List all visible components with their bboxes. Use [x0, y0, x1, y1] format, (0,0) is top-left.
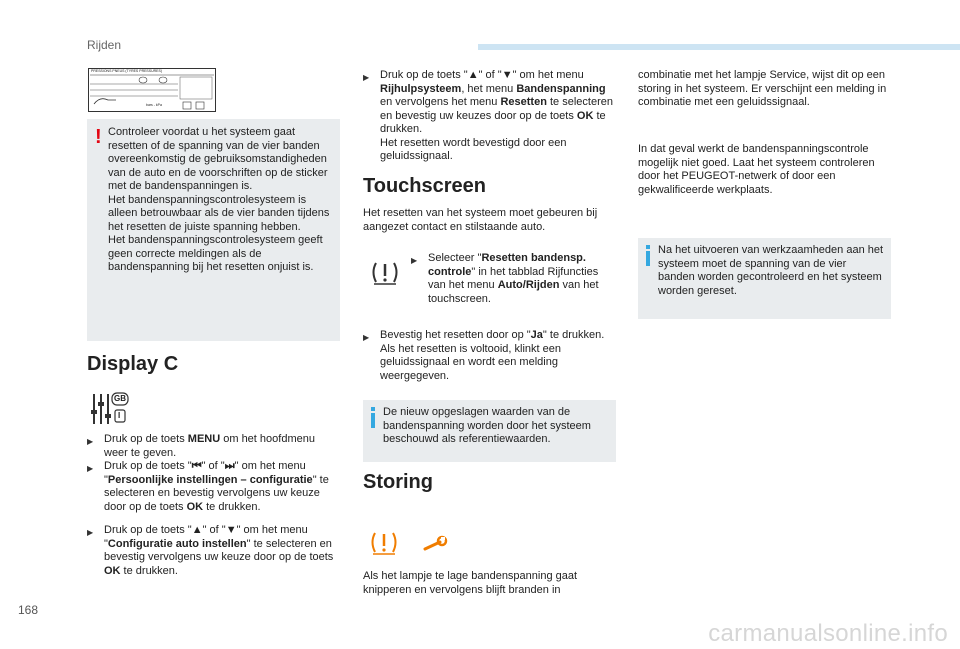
warning-icon: ! [95, 126, 102, 148]
display-c-heading: Display C [87, 353, 179, 375]
info-box-reference [363, 400, 616, 462]
section-title: Rijden [87, 38, 122, 52]
touchscreen-intro: Het resetten van het systeem moet gebeuren bij aangezet contact en stilstaande auto. [363, 207, 598, 233]
step-item [363, 69, 617, 164]
display-c-steps [87, 433, 341, 578]
fault-advice-paragraph: In dat geval werkt de bandenspanningscontrole mogelijk niet goed. Laat het systeem controleren door het PEUGEOT-netwerk of door een gekwalificeerde werkplaats. [638, 143, 875, 196]
step-item [411, 252, 617, 306]
sticker-unit: bars - kPa [146, 103, 162, 107]
service-wrench-icon [422, 535, 448, 553]
info-icon [646, 251, 650, 266]
info-text: Na het uitvoeren van werkzaamheden aan het systeem moet de spanning van de vier banden worden gecontroleerd en het systeem worden gereset. [658, 244, 884, 297]
gb-badge: GB [114, 394, 126, 403]
step-text: Druk op de toets MENU om het hoofdmenu weer te geven. [104, 433, 315, 459]
warning-para: Het bandenspanningscontrolesysteem is alleen betrouwbaar als de vier banden tijdens het resetten de juiste spanning hebben. [108, 193, 330, 233]
step-text: Selecteer "Resetten bandensp. controle" in het tabblad Rijfuncties van het menu Auto/Rijden van het touchscreen. [428, 252, 599, 305]
reset-step [363, 69, 617, 164]
storing-text: Als het lampje te lage bandenspanning gaat knipperen en vervolgens blijft branden in [363, 570, 578, 596]
step-text: Druk op de toets "▲" of "▼" om het menu "Configuratie auto instellen" te selecteren en bevestig vervolgens uw keuze door op de toets OK te drukken. [104, 524, 334, 577]
warning-box [87, 119, 340, 341]
bullet-arrow-icon: ▶ [87, 464, 94, 473]
info-box-maintenance [638, 238, 891, 319]
warning-para: Het bandenspanningscontrolesysteem geeft geen correcte meldingen als de bandenspanning bij het resetten onjuist is. [108, 234, 323, 273]
info-icon [371, 413, 375, 428]
step-item [87, 460, 341, 514]
tyre-pressure-warning-icon [369, 530, 399, 556]
step-text: Druk op de toets "▲" of "▼" om het menu Rijhulpsysteem, het menu Bandenspanning en vervolgens het menu Resetten te selecteren en bevestig uw keuzes door op de toets OK te drukken. Het resetten wordt bevestigd door een geluidssignaal. [380, 69, 613, 162]
touch-step [411, 252, 617, 306]
bullet-arrow-icon: ▶ [87, 528, 94, 537]
i-badge: I [118, 411, 121, 420]
info-text: De nieuw opgeslagen waarden van de bandenspanning worden door het systeem beschouwd als referentiewaarden. [383, 406, 591, 445]
step-item [87, 433, 341, 460]
warning-text [108, 126, 336, 275]
step-text: Druk op de toets "⏮" of "⏭" om het menu "Persoonlijke instellingen – configuratie" te selecteren en bevestig vervolgens uw keuze door op de toets OK te drukken. [104, 460, 329, 513]
sticker-title: PRESSIONS PNEUS (TYRES PRESSURES) [91, 69, 162, 73]
step-item [87, 524, 341, 578]
bullet-arrow-icon: ▶ [87, 437, 94, 446]
bullet-arrow-icon: ▶ [411, 256, 418, 265]
bullet-arrow-icon: ▶ [363, 73, 370, 82]
fault-paragraph: combinatie met het lampje Service, wijst dit op een storing in het systeem. Er verschijnt een melding in combinatie met een geluidssignaal. [638, 69, 887, 108]
header-bar [478, 44, 960, 50]
step-text: Bevestig het resetten door op "Ja" te drukken. Als het resetten is voltooid, klinkt een geluidssignaal en wordt een melding weergegeven. [380, 329, 605, 382]
tyre-pressure-sticker [88, 68, 216, 112]
touchscreen-heading: Touchscreen [363, 175, 486, 197]
bullet-arrow-icon: ▶ [363, 333, 370, 342]
confirm-step [363, 329, 617, 383]
warning-para: Controleer voordat u het systeem gaat resetten of de spanning van de vier banden overeenkomstig de gebruiksomstandigheden van de auto en de voorschriften op de sticker met de bandenspanningen is. [108, 126, 328, 192]
tyre-pressure-warning-icon [370, 260, 400, 286]
storing-heading: Storing [363, 471, 433, 493]
watermark: carmanualsonline.info [708, 620, 948, 647]
step-item [363, 329, 617, 383]
page-number: 168 [18, 603, 39, 617]
settings-sliders-icon [90, 392, 130, 426]
